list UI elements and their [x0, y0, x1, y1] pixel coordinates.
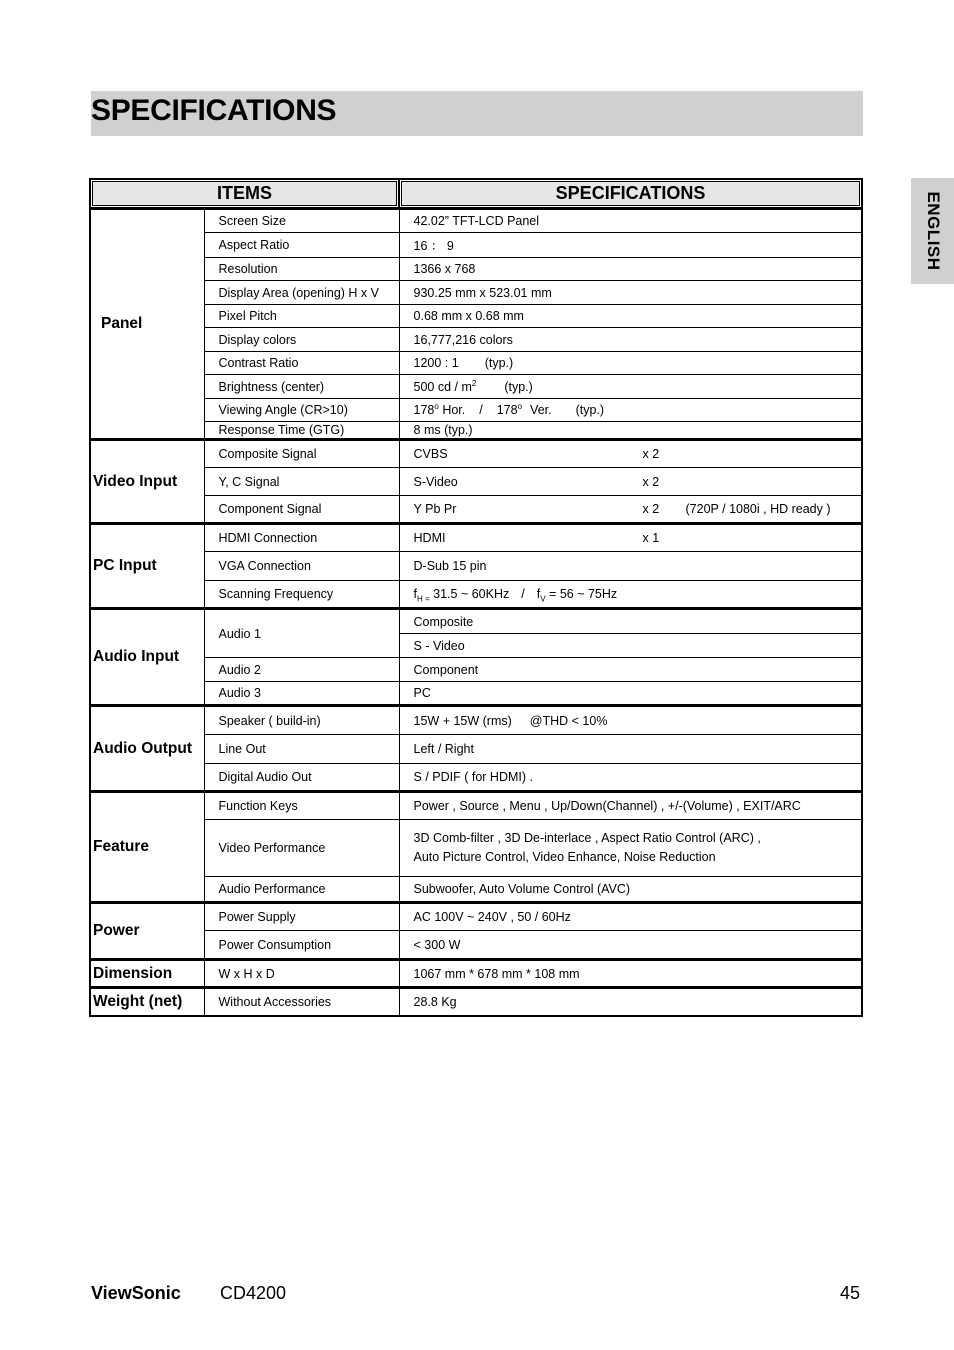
item-label: Function Keys [204, 792, 399, 820]
table-row [90, 233, 862, 258]
item-label: Composite Signal [204, 440, 399, 468]
item-label: Audio Performance [204, 877, 399, 903]
table-row [90, 352, 862, 375]
fv-subscript: V [540, 594, 546, 604]
speaker-power: 15W + 15W (rms) [413, 713, 512, 728]
spec-value: PC [399, 682, 862, 706]
category-power: Power [90, 903, 204, 960]
table-row [90, 609, 862, 634]
item-label: VGA Connection [204, 552, 399, 581]
spec-value: 16,777,216 colors [399, 328, 862, 352]
spec-value: D-Sub 15 pin [399, 552, 862, 581]
port-count: x 1 [642, 531, 660, 545]
item-label: Resolution [204, 258, 399, 281]
superscript: 2 [471, 378, 477, 388]
spec-value [399, 524, 862, 552]
format-note: (720P / 1080i , HD ready ) [685, 502, 831, 516]
item-label: Component Signal [204, 496, 399, 524]
table-row [90, 305, 862, 328]
table-row [90, 468, 862, 496]
hor-label: Hor. [442, 403, 466, 417]
spec-value [399, 399, 862, 422]
fv-value: = 56 ~ 75Hz [549, 587, 618, 601]
category-panel: Panel [90, 209, 204, 440]
item-label: Audio 1 [204, 609, 399, 658]
table-row [90, 375, 862, 399]
degree-mark: o [517, 401, 523, 411]
spec-value: S - Video [399, 634, 862, 658]
spec-value [399, 581, 862, 609]
table-row [90, 422, 862, 440]
fh-subscript: H = [417, 594, 430, 604]
port-count: x 2 [642, 502, 660, 516]
spec-value: 42.02” TFT-LCD Panel [399, 209, 862, 233]
table-row [90, 903, 862, 931]
category-video-input: Video Input [90, 440, 204, 524]
item-label: Contrast Ratio [204, 352, 399, 375]
brightness-value: 500 cd / m [413, 379, 472, 394]
fh-value: 31.5 ~ 60KHz [433, 587, 510, 601]
value-line-1: 3D Comb-filter , 3D De-interlace , Aspect Ratio Control (ARC) , [413, 831, 761, 845]
category-dimension: Dimension [90, 960, 204, 988]
separator: / [521, 587, 525, 601]
spec-value [399, 468, 862, 496]
header-items: ITEMS [90, 179, 399, 209]
title-bar [91, 91, 863, 136]
table-row [90, 735, 862, 764]
item-label: W x H x D [204, 960, 399, 988]
spec-value: 930.25 mm x 523.01 mm [399, 281, 862, 305]
table-row [90, 877, 862, 903]
language-tab-label: ENGLISH [923, 191, 943, 271]
table-row [90, 552, 862, 581]
item-label: Power Supply [204, 903, 399, 931]
spec-value: Composite [399, 609, 862, 634]
table-row [90, 281, 862, 305]
typ-note: (typ.) [504, 379, 533, 394]
category-weight: Weight (net) [90, 988, 204, 1016]
item-label: Brightness (center) [204, 375, 399, 399]
port-count: x 2 [642, 474, 660, 489]
contrast-value: 1200 : 1 [413, 356, 459, 370]
typ-note: (typ.) [575, 403, 605, 417]
category-pc-input: PC Input [90, 524, 204, 609]
degree-mark: o [434, 401, 439, 411]
thd-note: @THD < 10% [529, 713, 608, 728]
spec-value [399, 440, 862, 468]
category-feature: Feature [90, 792, 204, 903]
language-tab [911, 178, 954, 284]
spec-value: 1366 x 768 [399, 258, 862, 281]
ver-label: Ver. [530, 403, 552, 417]
table-row [90, 988, 862, 1016]
table-row [90, 960, 862, 988]
spec-value: Subwoofer, Auto Volume Control (AVC) [399, 877, 862, 903]
item-label: HDMI Connection [204, 524, 399, 552]
item-label: Scanning Frequency [204, 581, 399, 609]
signal-type: S-Video [413, 474, 458, 489]
value-line-2: Auto Picture Control, Video Enhance, Noise Reduction [413, 850, 716, 864]
table-row [90, 658, 862, 682]
item-label: Screen Size [204, 209, 399, 233]
spec-value: 0.68 mm x 0.68 mm [399, 305, 862, 328]
ver-angle: 178 [496, 403, 518, 417]
spec-value: 16 ： 9 [399, 233, 862, 258]
spec-value: 8 ms (typ.) [399, 422, 862, 440]
page-title: SPECIFICATIONS [91, 94, 337, 127]
item-label: Line Out [204, 735, 399, 764]
item-label: Digital Audio Out [204, 764, 399, 792]
signal-type: HDMI [413, 531, 446, 545]
table-row [90, 524, 862, 552]
item-label: Y, C Signal [204, 468, 399, 496]
table-row [90, 440, 862, 468]
specifications-table [89, 178, 863, 1017]
item-label: Audio 2 [204, 658, 399, 682]
hor-angle: 178 [413, 403, 435, 417]
item-label: Aspect Ratio [204, 233, 399, 258]
item-label: Viewing Angle (CR>10) [204, 399, 399, 422]
item-label: Display colors [204, 328, 399, 352]
item-label: Display Area (opening) H x V [204, 281, 399, 305]
table-row [90, 581, 862, 609]
table-row [90, 496, 862, 524]
typ-note: (typ.) [484, 356, 514, 370]
spec-value: Power , Source , Menu , Up/Down(Channel) , +/-(Volume) , EXIT/ARC [399, 792, 862, 820]
spec-value: < 300 W [399, 931, 862, 960]
spec-value [399, 496, 862, 524]
spec-value [399, 820, 862, 877]
footer-model: CD4200 [220, 1283, 287, 1303]
table-row [90, 328, 862, 352]
item-label: Speaker ( build-in) [204, 706, 399, 735]
item-label: Video Performance [204, 820, 399, 877]
port-count: x 2 [642, 447, 660, 461]
item-label: Audio 3 [204, 682, 399, 706]
category-audio-input: Audio Input [90, 609, 204, 706]
table-row [90, 792, 862, 820]
spec-value [399, 375, 862, 399]
spec-value: Left / Right [399, 735, 862, 764]
spec-value: 1067 mm * 678 mm * 108 mm [399, 960, 862, 988]
signal-type: Y Pb Pr [413, 502, 457, 516]
table-row [90, 931, 862, 960]
table-row [90, 820, 862, 877]
footer-brand: ViewSonic [91, 1283, 181, 1303]
page-number: 45 [840, 1283, 861, 1303]
table-row [90, 682, 862, 706]
spec-value: S / PDIF ( for HDMI) . [399, 764, 862, 792]
table-row [90, 209, 862, 233]
table-row [90, 764, 862, 792]
spec-value: AC 100V ~ 240V , 50 / 60Hz [399, 903, 862, 931]
table-header-row [90, 179, 862, 209]
item-label: Pixel Pitch [204, 305, 399, 328]
item-label: Power Consumption [204, 931, 399, 960]
table-row [90, 258, 862, 281]
spec-value: 28.8 Kg [399, 988, 862, 1016]
separator: / [479, 403, 483, 417]
category-audio-output: Audio Output [90, 706, 204, 792]
spec-value: Component [399, 658, 862, 682]
signal-type: CVBS [413, 447, 448, 461]
item-label: Without Accessories [204, 988, 399, 1016]
item-label: Response Time (GTG) [204, 422, 399, 440]
header-specifications: SPECIFICATIONS [399, 179, 862, 209]
spec-value [399, 706, 862, 735]
fh-symbol: f [413, 587, 417, 601]
fv-symbol: f [536, 587, 541, 601]
table-row [90, 706, 862, 735]
spec-value [399, 352, 862, 375]
table-row [90, 399, 862, 422]
